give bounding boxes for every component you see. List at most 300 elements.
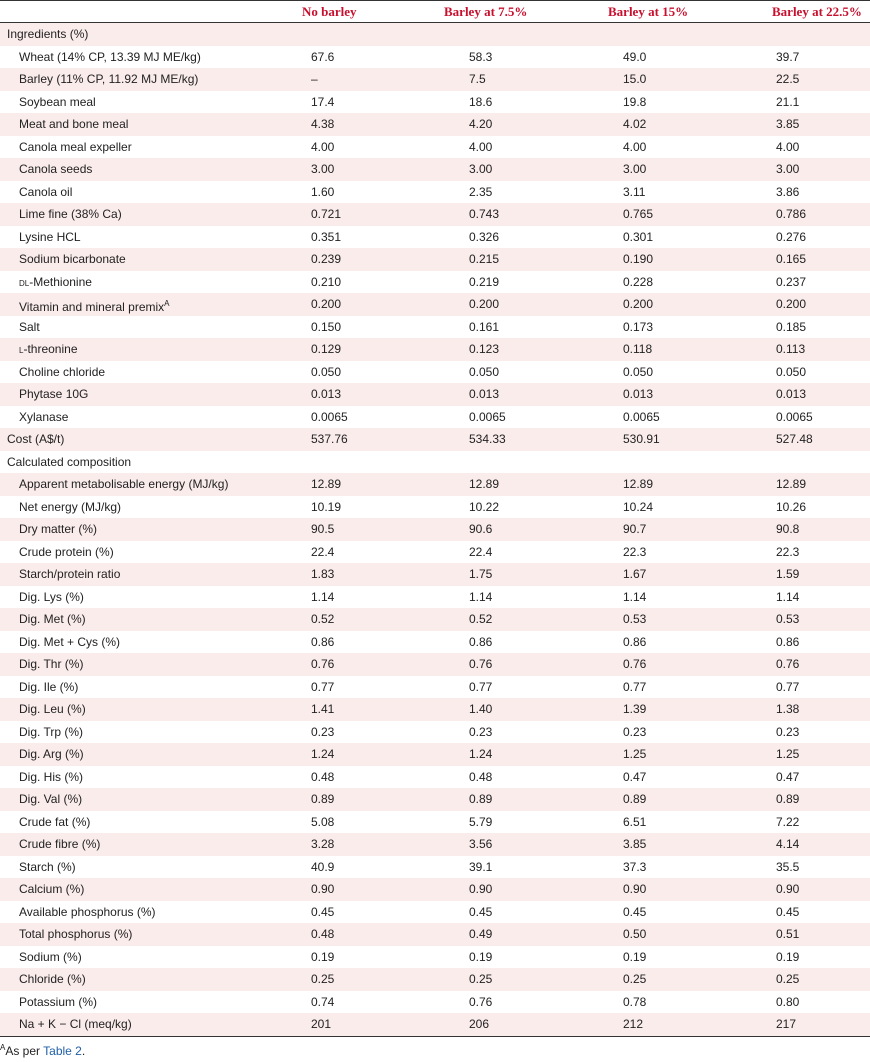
cell-value: 0.89: [311, 792, 335, 806]
label-text: Sodium (%): [19, 949, 82, 964]
section-label: [7, 451, 131, 474]
cell-value: 37.3: [623, 859, 647, 874]
row-label: [19, 518, 97, 541]
table-row: [0, 563, 870, 586]
footnote-text: As per: [5, 1044, 44, 1058]
cell-value: 0.25: [776, 972, 800, 986]
table-row: [0, 901, 870, 924]
cell-value: 0.19: [469, 949, 493, 964]
cell-value: 0.52: [311, 612, 335, 626]
label-text: Meat and bone meal: [19, 117, 129, 131]
cell-value: 1.24: [311, 747, 335, 761]
cell-value: 39.1: [469, 859, 493, 874]
row-label: [19, 923, 132, 946]
cell-value: 0.50: [623, 927, 647, 941]
label-text: Dig. Ile (%): [19, 679, 79, 694]
cell-value: 1.41: [311, 702, 335, 716]
table-2-link[interactable]: Table 2: [43, 1044, 82, 1058]
cell-value: 4.38: [311, 117, 335, 131]
cell-value: 67.6: [311, 49, 335, 64]
label-text: -Methionine: [29, 274, 92, 289]
table-row: [0, 833, 870, 856]
label-text: Crude protein (%): [19, 544, 114, 559]
cell-value: 0.25: [311, 972, 335, 986]
cell-value: 58.3: [469, 49, 493, 64]
cell-value: 206: [469, 1017, 490, 1031]
table-row: [0, 766, 870, 789]
row-label: [19, 226, 81, 249]
table-row: [0, 181, 870, 204]
cell-value: 0.90: [623, 882, 647, 896]
table-row: [0, 271, 870, 294]
cell-value: 534.33: [469, 432, 506, 446]
row-label: [19, 181, 72, 204]
table-row: [0, 406, 870, 429]
label-text: Vitamin and mineral premix: [19, 300, 165, 314]
cell-value: 4.00: [311, 139, 335, 154]
cell-value: 0.45: [623, 904, 647, 919]
cell-value: 0.113: [776, 342, 806, 356]
header-barley-7-5: Barley at 7.5%: [444, 4, 528, 19]
cell-value: 0.51: [776, 927, 800, 941]
cell-value: 90.6: [469, 522, 493, 536]
cell-value: 1.24: [469, 747, 493, 761]
table-row: [0, 248, 870, 271]
cell-value: 0.165: [776, 252, 807, 266]
row-label: [19, 203, 122, 226]
cell-value: 35.5: [776, 859, 800, 874]
cell-value: 12.89: [469, 477, 500, 491]
cell-value: 5.79: [469, 814, 493, 829]
cell-value: 4.00: [623, 139, 647, 154]
row-label: [19, 901, 156, 924]
cell-value: 1.40: [469, 702, 493, 716]
row-label: [19, 473, 228, 496]
cell-value: 0.200: [623, 297, 654, 311]
table-row: [0, 113, 870, 136]
cell-value: 0.80: [776, 994, 800, 1009]
cell-value: 537.76: [311, 432, 348, 446]
cell-value: 4.02: [623, 117, 647, 131]
cell-value: –: [311, 72, 318, 86]
table-row: [0, 676, 870, 699]
cell-value: 0.185: [776, 319, 807, 334]
cell-value: 0.77: [776, 679, 800, 694]
cell-value: 0.239: [311, 252, 342, 266]
cell-value: 1.60: [311, 184, 335, 199]
table-row: [0, 68, 870, 91]
label-text: Dig. His (%): [19, 769, 84, 784]
cell-value: 0.77: [623, 679, 647, 694]
cell-value: 0.23: [469, 724, 493, 739]
label-text: Dig. Met + Cys (%): [19, 634, 121, 649]
table-body: [0, 23, 870, 1036]
table-row: [0, 293, 870, 316]
cell-value: 1.39: [623, 702, 647, 716]
row-label: [19, 113, 128, 136]
table-row: [0, 316, 870, 339]
cell-value: 0.228: [623, 274, 654, 289]
cell-value: 0.48: [311, 769, 335, 784]
cell-value: 0.200: [776, 297, 807, 311]
cell-value: 0.215: [469, 252, 500, 266]
label-text: Dig. Arg (%): [19, 747, 84, 761]
cell-value: 0.161: [469, 319, 500, 334]
label-text: Crude fat (%): [19, 814, 91, 829]
cell-value: 0.765: [623, 207, 654, 221]
table-row: [0, 1013, 870, 1036]
label-text: Starch (%): [19, 859, 76, 874]
row-label: [19, 878, 84, 901]
cell-value: 0.19: [623, 949, 647, 964]
row-label: [19, 811, 90, 834]
cell-value: 3.85: [776, 117, 800, 131]
row-label: [19, 743, 84, 766]
row-label: [19, 631, 120, 654]
bottom-rule: [0, 1036, 870, 1037]
table-row: [0, 586, 870, 609]
label-text: Canola meal expeller: [19, 139, 132, 154]
cell-value: 0.0065: [623, 409, 660, 424]
cell-value: 0.013: [623, 387, 654, 401]
cell-value: 0.150: [311, 319, 342, 334]
cell-value: 212: [623, 1017, 644, 1031]
cell-value: 1.14: [469, 589, 493, 604]
cell-value: 12.89: [623, 477, 654, 491]
cell-value: 0.23: [623, 724, 647, 739]
header-barley-15: Barley at 15%: [608, 4, 689, 19]
label-text: Lime fine (38% Ca): [19, 207, 122, 221]
cell-value: 0.53: [776, 612, 800, 626]
cell-value: 0.237: [776, 274, 807, 289]
cell-value: 0.050: [469, 364, 500, 379]
table-row: [0, 968, 870, 991]
section-label: [7, 23, 88, 46]
footnote-ref: A: [164, 299, 170, 308]
table-row: [0, 946, 870, 969]
cell-value: 3.00: [469, 162, 493, 176]
table-row: [0, 23, 870, 46]
cell-value: 22.3: [776, 544, 800, 559]
cell-value: 0.123: [469, 342, 500, 356]
cell-value: 1.83: [311, 567, 335, 581]
cell-value: 5.08: [311, 814, 335, 829]
label-text: Dig. Thr (%): [19, 657, 84, 671]
cell-value: 0.19: [311, 949, 335, 964]
cell-value: 10.24: [623, 499, 654, 514]
label-text: Calcium (%): [19, 882, 85, 896]
table-row: [0, 788, 870, 811]
cell-value: 2.35: [469, 184, 493, 199]
cell-value: 0.77: [311, 679, 335, 694]
cell-value: 7.22: [776, 814, 800, 829]
table-row: [0, 91, 870, 114]
cell-value: 0.219: [469, 274, 500, 289]
cell-value: 3.86: [776, 184, 800, 199]
cell-value: 0.0065: [311, 409, 348, 424]
cell-value: 0.326: [469, 229, 500, 244]
label-prefix: dl: [19, 274, 30, 289]
cell-value: 22.4: [311, 544, 335, 559]
label-text: Net energy (MJ/kg): [19, 499, 122, 514]
cell-value: 0.76: [469, 657, 493, 671]
row-label: [19, 383, 88, 406]
row-label: [19, 968, 86, 991]
label-text: Canola oil: [19, 184, 73, 199]
cell-value: 1.14: [311, 589, 335, 604]
label-text: Dig. Val (%): [19, 792, 83, 806]
top-rule: [0, 0, 870, 1]
row-label: [19, 653, 83, 676]
row-label: [19, 698, 86, 721]
cell-value: 0.47: [623, 769, 647, 784]
cell-value: 0.45: [469, 904, 493, 919]
cell-value: 4.00: [776, 139, 800, 154]
label-text: Dig. Leu (%): [19, 702, 86, 716]
cell-value: 0.90: [469, 882, 493, 896]
label-prefix: l: [19, 342, 24, 356]
table-row: [0, 653, 870, 676]
cell-value: 201: [311, 1017, 332, 1031]
label-text: Calculated composition: [7, 454, 132, 469]
cell-value: 0.013: [311, 387, 342, 401]
cell-value: 3.00: [311, 162, 335, 176]
cell-value: 0.52: [469, 612, 493, 626]
table-row: [0, 541, 870, 564]
label-text: Crude fibre (%): [19, 837, 101, 851]
label-text: Dig. Trp (%): [19, 724, 84, 739]
cell-value: 0.76: [469, 994, 493, 1009]
cell-value: 4.00: [469, 139, 493, 154]
cell-value: 0.76: [776, 657, 800, 671]
label-text: Dry matter (%): [19, 522, 97, 536]
cell-value: 0.050: [623, 364, 654, 379]
table-row: [0, 383, 870, 406]
cell-value: 49.0: [623, 49, 647, 64]
table-row: [0, 878, 870, 901]
cell-value: 1.25: [623, 747, 647, 761]
table-row: [0, 361, 870, 384]
row-label: [19, 676, 78, 699]
cell-value: 4.14: [776, 837, 800, 851]
cell-value: 90.5: [311, 522, 335, 536]
cell-value: 0.86: [776, 634, 800, 649]
cell-value: 0.77: [469, 679, 493, 694]
row-label: [19, 248, 126, 271]
cell-value: 0.53: [623, 612, 647, 626]
cell-value: 0.48: [311, 927, 335, 941]
cell-value: 19.8: [623, 94, 647, 109]
cell-value: 12.89: [311, 477, 342, 491]
cell-value: 0.050: [311, 364, 342, 379]
label-text: Choline chloride: [19, 364, 106, 379]
cell-value: 40.9: [311, 859, 335, 874]
row-label: [19, 46, 201, 69]
cell-value: 527.48: [776, 432, 813, 446]
row-label: [19, 91, 96, 114]
table-row: [0, 428, 870, 451]
label-text: Dig. Lys (%): [19, 589, 84, 604]
cell-value: 10.22: [469, 499, 500, 514]
cell-value: 39.7: [776, 49, 800, 64]
cell-value: 3.56: [469, 837, 493, 851]
label-text: Soybean meal: [19, 94, 96, 109]
cell-value: 0.013: [776, 387, 807, 401]
cell-value: 0.48: [469, 769, 493, 784]
cell-value: 18.6: [469, 94, 493, 109]
cell-value: 0.129: [311, 342, 342, 356]
cell-value: 1.14: [776, 589, 800, 604]
cell-value: 1.67: [623, 567, 647, 581]
cell-value: 0.276: [776, 229, 807, 244]
row-label: [19, 496, 121, 519]
cell-value: 6.51: [623, 814, 647, 829]
row-label: [19, 991, 97, 1014]
cell-value: 0.47: [776, 769, 800, 784]
cell-value: 22.5: [776, 72, 800, 86]
label-text: Barley (11% CP, 11.92 MJ ME/kg): [19, 72, 199, 86]
section-label: [7, 428, 64, 451]
label-text: Ingredients (%): [7, 27, 89, 41]
label-text: Potassium (%): [19, 994, 98, 1009]
cell-value: 22.4: [469, 544, 493, 559]
cell-value: 0.200: [311, 297, 342, 311]
table-row: [0, 923, 870, 946]
label-text: Phytase 10G: [19, 387, 89, 401]
cell-value: 0.89: [776, 792, 800, 806]
row-label: [19, 586, 84, 609]
footnote-end: .: [81, 1044, 86, 1058]
cell-value: 0.90: [776, 882, 800, 896]
cell-value: 0.86: [623, 634, 647, 649]
label-text: Xylanase: [19, 409, 69, 424]
cell-value: 0.78: [623, 994, 647, 1009]
cell-value: 0.743: [469, 207, 500, 221]
table-row: [0, 811, 870, 834]
label-text: Sodium bicarbonate: [19, 252, 126, 266]
label-text: Canola seeds: [19, 162, 93, 176]
cell-value: 0.25: [469, 972, 493, 986]
cell-value: 0.210: [311, 274, 342, 289]
table-row: [0, 698, 870, 721]
cell-value: 0.23: [311, 724, 335, 739]
row-label: [19, 136, 132, 159]
row-label: [19, 316, 40, 339]
table-row: [0, 338, 870, 361]
cell-value: 0.118: [623, 342, 653, 356]
label-text: Starch/protein ratio: [19, 567, 121, 581]
cell-value: 0.786: [776, 207, 807, 221]
label-text: Salt: [19, 319, 40, 334]
row-label: [19, 766, 83, 789]
row-label: [19, 788, 82, 811]
footnote-marker: A: [0, 1043, 6, 1052]
table-row: [0, 991, 870, 1014]
cell-value: 0.050: [776, 364, 807, 379]
table-row: [0, 473, 870, 496]
row-label: [19, 608, 86, 631]
table-row: [0, 743, 870, 766]
row-label: [19, 271, 92, 294]
cell-value: 90.7: [623, 522, 647, 536]
cell-value: 0.23: [776, 724, 800, 739]
row-label: [19, 541, 114, 564]
row-label: [19, 1013, 132, 1036]
cell-value: 22.3: [623, 544, 647, 559]
cell-value: 1.59: [776, 567, 800, 581]
cell-value: 1.75: [469, 567, 493, 581]
row-label: [19, 361, 105, 384]
label-text: Na + K − Cl (meq/kg): [19, 1017, 132, 1031]
label-text: Chloride (%): [19, 972, 86, 986]
cell-value: 1.25: [776, 747, 800, 761]
header-no-barley: No barley: [302, 4, 357, 19]
cell-value: 530.91: [623, 432, 660, 446]
cell-value: 3.11: [623, 184, 646, 199]
cell-value: 0.89: [623, 792, 647, 806]
cell-value: 7.5: [469, 72, 486, 86]
cell-value: 3.28: [311, 837, 335, 851]
cell-value: 3.00: [623, 162, 647, 176]
label-text: Wheat (14% CP, 13.39 MJ ME/kg): [19, 49, 201, 64]
label-text: Dig. Met (%): [19, 612, 86, 626]
cell-value: 0.45: [311, 904, 335, 919]
table-header: [0, 0, 870, 23]
table-row: [0, 158, 870, 181]
label-text: Lysine HCL: [19, 229, 81, 244]
row-label: [19, 338, 78, 361]
cell-value: 0.013: [469, 387, 500, 401]
cell-value: 0.190: [623, 252, 654, 266]
cell-value: 3.00: [776, 162, 800, 176]
label-text: Apparent metabolisable energy (MJ/kg): [19, 477, 229, 491]
cell-value: 3.85: [623, 837, 647, 851]
cell-value: 0.200: [469, 297, 500, 311]
row-label: [19, 158, 92, 181]
table-row: [0, 451, 870, 474]
cell-value: 1.14: [623, 589, 647, 604]
cell-value: 0.45: [776, 904, 800, 919]
cell-value: 15.0: [623, 72, 647, 86]
cell-value: 0.351: [311, 229, 342, 244]
table-row: [0, 518, 870, 541]
cell-value: 0.721: [311, 207, 342, 221]
table-row: [0, 203, 870, 226]
table-row: [0, 721, 870, 744]
row-label: [19, 406, 68, 429]
table-row: [0, 46, 870, 69]
table-row: [0, 608, 870, 631]
row-label: [19, 68, 198, 91]
table-row: [0, 856, 870, 879]
cell-value: 0.90: [311, 882, 335, 896]
label-text: Cost (A$/t): [7, 432, 65, 446]
cell-value: 1.38: [776, 702, 800, 716]
cell-value: 0.74: [311, 994, 335, 1009]
row-label: [19, 563, 120, 586]
cell-value: 90.8: [776, 522, 800, 536]
cell-value: 0.301: [623, 229, 654, 244]
cell-value: 12.89: [776, 477, 807, 491]
row-label: [19, 946, 82, 969]
cell-value: 10.26: [776, 499, 807, 514]
cell-value: 0.86: [311, 634, 335, 649]
table-row: [0, 631, 870, 654]
cell-value: 0.76: [311, 657, 335, 671]
table-row: [0, 496, 870, 519]
cell-value: 21.1: [776, 94, 800, 109]
cell-value: 0.25: [623, 972, 647, 986]
